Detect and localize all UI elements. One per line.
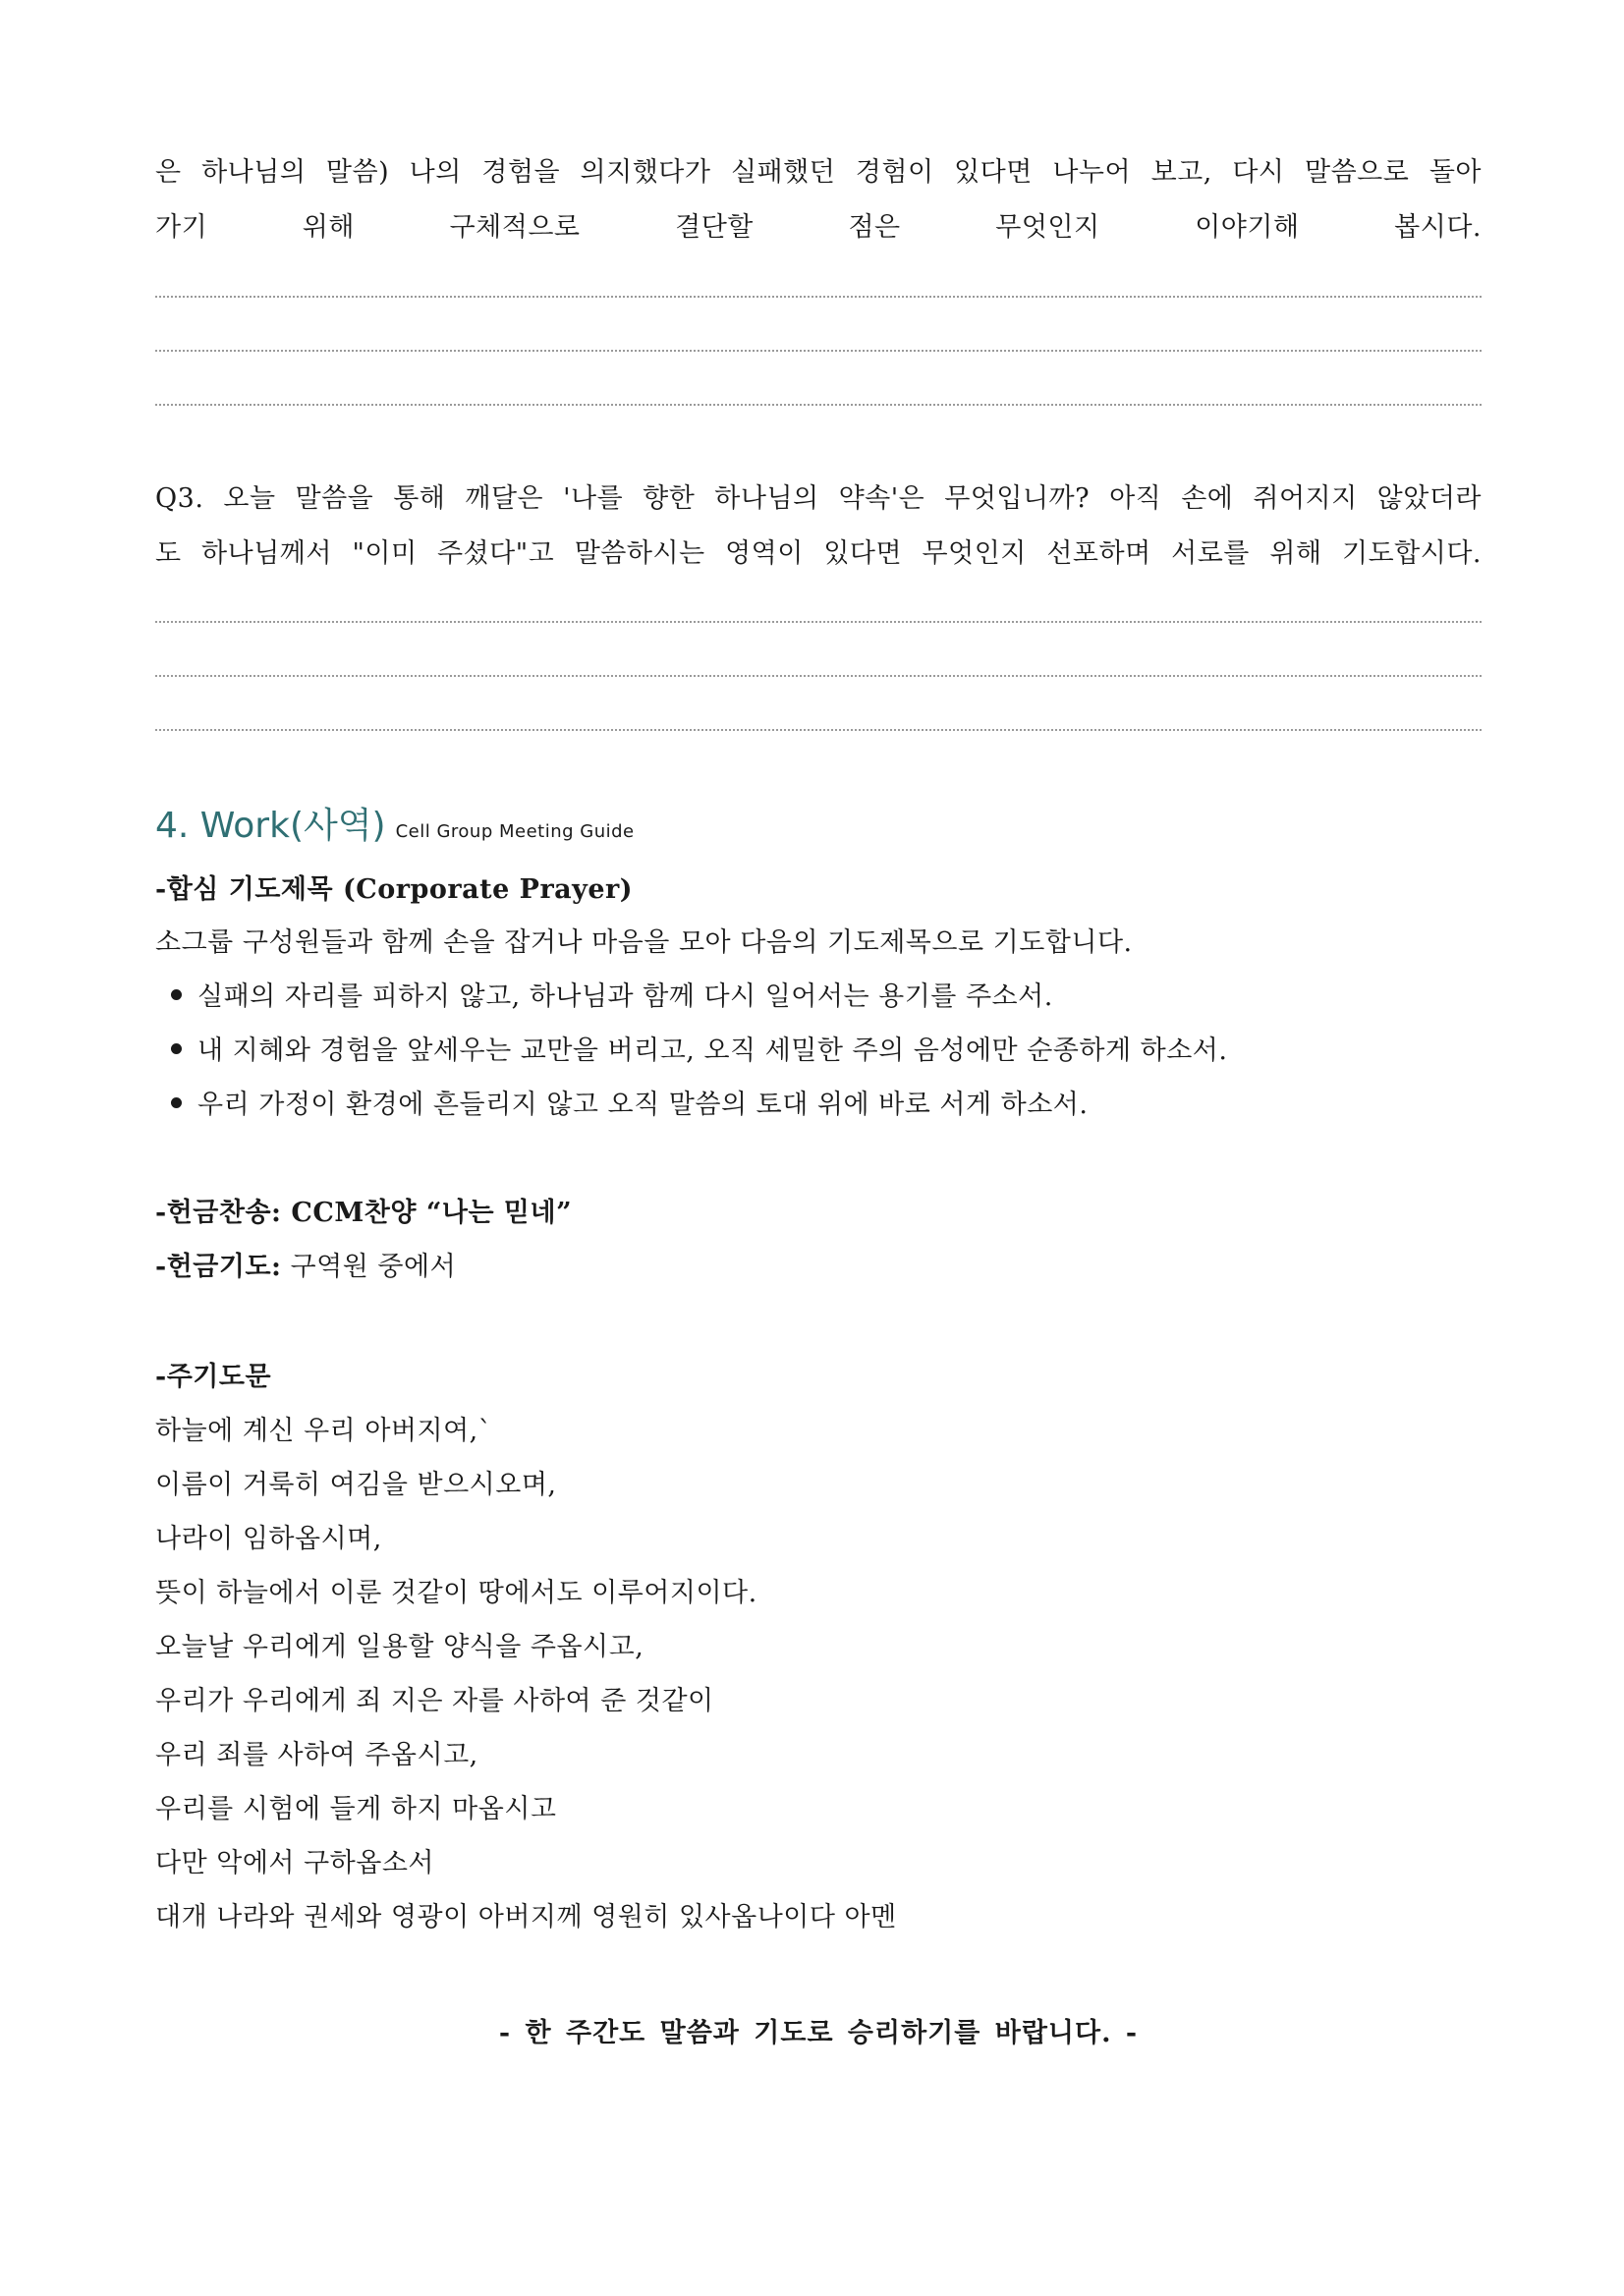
- lords-prayer-line: 우리를 시험에 들게 하지 마옵시고: [155, 1794, 557, 1824]
- lords-prayer-line: 하늘에 계신 우리 아버지여,`: [155, 1416, 492, 1446]
- prayer-item: [171, 1086, 1088, 1125]
- q2-line-1: 은 하나님의 말씀) 나의 경험을 의지했다가 실패했던 경험이 있다면 나누어 보고, 다시 말씀으로 돌아: [155, 157, 1482, 188]
- section-title-text: 4. Work(사역): [155, 806, 386, 846]
- prayer-item-text: 내 지혜와 경험을 앞세우는 교만을 버리고, 오직 세밀한 주의 음성에만 순종하게 하소서.: [197, 1036, 1228, 1066]
- q2-continuation-paragraph: [155, 145, 1482, 255]
- corporate-prayer-intro: 소그룹 구성원들과 함께 손을 잡거나 마음을 모아 다음의 기도제목으로 기도합니다.: [155, 927, 1133, 958]
- prayer-item: [171, 978, 1053, 1017]
- prayer-item: [171, 1032, 1227, 1071]
- q2-line-2: 가기 위해 구체적으로 결단할 점은 무엇인지 이야기해 봅시다.: [155, 212, 1482, 243]
- lords-prayer-line: 다만 악에서 구하옵소서: [155, 1848, 434, 1878]
- lords-prayer-line: 이름이 거룩히 여김을 받으시오며,: [155, 1470, 557, 1500]
- closing-message: - 한 주간도 말씀과 기도로 승리하기를 바랍니다. -: [498, 2018, 1139, 2048]
- bullet-icon: [171, 989, 182, 1000]
- lords-prayer-line: 우리 죄를 사하여 주옵시고,: [155, 1740, 478, 1770]
- answer-line-3: [155, 404, 1482, 406]
- section-title: [155, 798, 635, 848]
- answer-line-5: [155, 675, 1482, 677]
- lords-prayer-heading: -주기도문: [155, 1362, 272, 1392]
- corporate-prayer-heading: -합심 기도제목 (Corporate Prayer): [155, 874, 634, 905]
- lords-prayer-line: 우리가 우리에게 죄 지은 자를 사하여 준 것같이: [155, 1686, 714, 1716]
- answer-line-1: [155, 296, 1482, 298]
- section-subtitle: Cell Group Meeting Guide: [395, 821, 635, 842]
- answer-line-4: [155, 621, 1482, 623]
- offering-prayer-value: 구역원 중에서: [281, 1252, 457, 1282]
- offering-prayer-label: -헌금기도:: [155, 1252, 282, 1282]
- q3-question-paragraph: [155, 472, 1482, 582]
- lords-prayer-line: 대개 나라와 권세와 영광이 아버지께 영원히 있사옵나이다 아멘: [155, 1902, 897, 1932]
- lords-prayer-line: 오늘날 우리에게 일용할 양식을 주옵시고,: [155, 1632, 644, 1662]
- q3-line-1: Q3. 오늘 말씀을 통해 깨달은 '나를 향한 하나님의 약속'은 무엇입니까? 아직 손에 쥐어지지 않았더라: [155, 483, 1482, 514]
- bullet-icon: [171, 1043, 182, 1054]
- prayer-item-text: 실패의 자리를 피하지 않고, 하나님과 함께 다시 일어서는 용기를 주소서.: [197, 981, 1053, 1012]
- prayer-item-text: 우리 가정이 환경에 흔들리지 않고 오직 말씀의 토대 위에 바로 서게 하소서.: [197, 1090, 1089, 1120]
- offering-song: -헌금찬송: CCM찬양 “나는 믿네”: [155, 1198, 573, 1228]
- bullet-icon: [171, 1097, 182, 1108]
- lords-prayer-line: 뜻이 하늘에서 이룬 것같이 땅에서도 이루어지이다.: [155, 1578, 757, 1608]
- answer-line-2: [155, 350, 1482, 352]
- lords-prayer-line: 나라이 임하옵시며,: [155, 1524, 382, 1554]
- offering-prayer: [155, 1248, 456, 1287]
- q3-line-2: 도 하나님께서 "이미 주셨다"고 말씀하시는 영역이 있다면 무엇인지 선포하며 서로를 위해 기도합시다.: [155, 538, 1482, 569]
- answer-line-6: [155, 729, 1482, 731]
